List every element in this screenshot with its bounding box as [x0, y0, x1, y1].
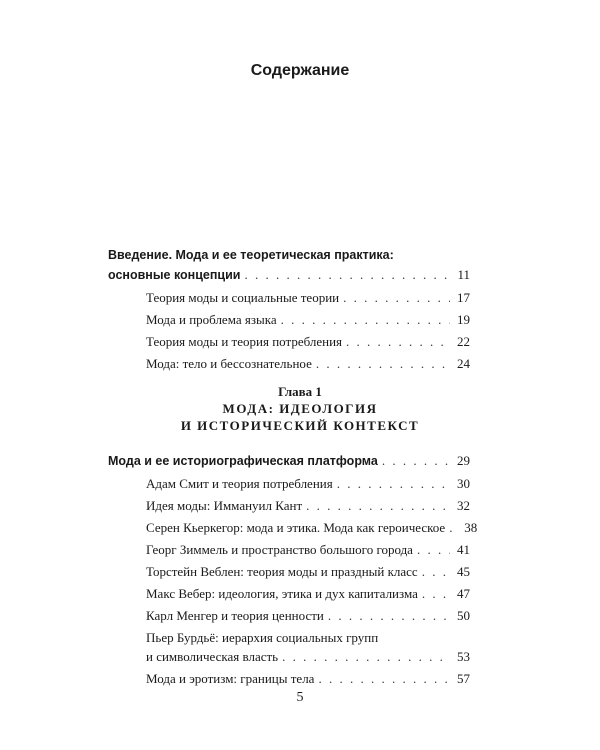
- toc-entry-label: Георг Зиммель и пространство большого города: [146, 542, 413, 557]
- toc-entry[interactable]: [108, 669, 470, 688]
- toc-intro: [108, 246, 470, 376]
- toc-page-number: 41: [457, 542, 470, 557]
- toc-page-number: 22: [457, 334, 470, 349]
- toc-page-number: 53: [457, 649, 470, 664]
- toc-entry[interactable]: [108, 496, 470, 515]
- leader-dots: [382, 451, 450, 470]
- toc-entry-label: основные концепции: [108, 268, 241, 282]
- toc-entry[interactable]: [108, 332, 470, 351]
- toc-page-number: 32: [457, 498, 470, 513]
- toc-entry-label: Макс Вебер: идеология, этика и дух капитализма: [146, 586, 418, 601]
- toc-entry[interactable]: [108, 474, 470, 493]
- leader-dots: [346, 332, 450, 351]
- leader-dots: [337, 474, 450, 493]
- toc-entry[interactable]: [108, 606, 470, 625]
- toc-page-number: 57: [457, 671, 470, 686]
- toc-entry[interactable]: [108, 584, 470, 603]
- toc-entry-label: и символическая власть: [146, 649, 279, 664]
- chapter-heading: [0, 383, 600, 434]
- leader-dots: [422, 562, 450, 581]
- toc-page-number: 17: [457, 290, 470, 305]
- leader-dots: [328, 606, 450, 625]
- toc-page-number: 38: [464, 520, 478, 535]
- leader-dots: [306, 496, 450, 515]
- toc-entry-label: Мода и ее историографическая платформа: [108, 454, 378, 468]
- toc-entry-label: Адам Смит и теория потребления: [146, 476, 333, 491]
- toc-page-number: 47: [457, 586, 470, 601]
- chapter-title-line: МОДА: ИДЕОЛОГИЯ: [222, 401, 378, 416]
- toc-entry[interactable]: [108, 288, 470, 307]
- chapter-number: Глава 1: [278, 384, 322, 399]
- toc-section: [108, 451, 478, 691]
- leader-dots: [282, 647, 450, 666]
- toc-page-number: 24: [457, 356, 470, 371]
- toc-page-number: 45: [457, 564, 470, 579]
- toc-entry-label: Теория моды и теория потребления: [146, 334, 343, 349]
- toc-entry-label: Торстейн Веблен: теория моды и праздный класс: [146, 564, 418, 579]
- toc-page-number: 50: [457, 608, 470, 623]
- toc-entry-label: Идея моды: Иммануил Кант: [146, 498, 303, 513]
- toc-entry-label: Карл Менгер и теория ценности: [146, 608, 324, 623]
- toc-page-number: 29: [457, 453, 470, 468]
- toc-page-number: 30: [457, 476, 470, 491]
- toc-entry[interactable]: [108, 310, 470, 329]
- toc-entry-label: Мода и проблема языка: [146, 312, 277, 327]
- toc-entry[interactable]: [108, 540, 470, 559]
- chapter-title-line: И ИСТОРИЧЕСКИЙ КОНТЕКСТ: [180, 418, 420, 433]
- toc-entry[interactable]: [108, 562, 470, 581]
- toc-entry-label: Мода: тело и бессознательное: [146, 356, 312, 371]
- leader-dots: [318, 669, 450, 688]
- leader-dots: [449, 518, 457, 537]
- leader-dots: [417, 540, 450, 559]
- leader-dots: [281, 310, 450, 329]
- page-number: 5: [296, 690, 304, 705]
- leader-dots: [422, 584, 450, 603]
- leader-dots: [316, 354, 450, 373]
- toc-entry-label: Серен Кьеркегор: мода и этика. Мода как героическое: [146, 520, 446, 535]
- toc-page-number: 11: [457, 267, 470, 282]
- toc-entry[interactable]: [108, 647, 470, 666]
- toc-entry[interactable]: [108, 451, 470, 471]
- toc-entry-heading-line: Введение. Мода и ее теоретическая практика:: [108, 248, 394, 262]
- toc-entry-label: Теория моды и социальные теории: [146, 290, 340, 305]
- toc-entry-first-line: Пьер Бурдьё: иерархия социальных групп: [146, 630, 379, 645]
- toc-entry[interactable]: [108, 518, 478, 537]
- toc-entry[interactable]: [108, 265, 470, 285]
- toc-entry-label: Мода и эротизм: границы тела: [146, 671, 315, 686]
- leader-dots: [343, 288, 450, 307]
- page-title: Содержание: [250, 62, 350, 79]
- toc-page-number: 19: [457, 312, 470, 327]
- toc-entry[interactable]: [108, 354, 470, 373]
- leader-dots: [244, 265, 450, 284]
